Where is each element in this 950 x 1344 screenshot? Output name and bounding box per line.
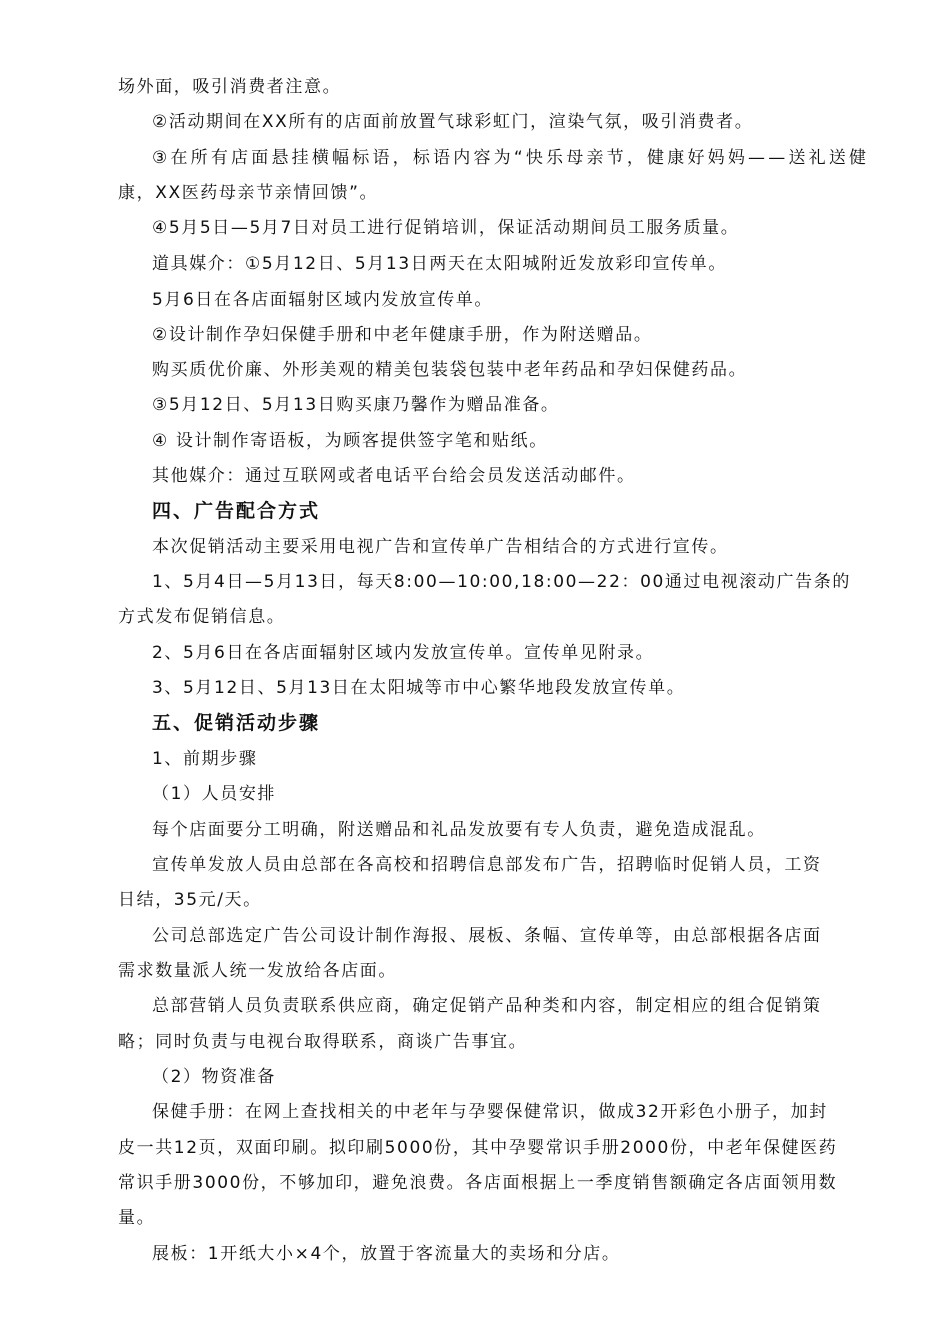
paragraph-line: ③在所有店面悬挂横幅标语，标语内容为“快乐母亲节，健康好妈妈——送礼送健 (152, 148, 870, 168)
paragraph-line: 略；同时负责与电视台取得联系，商谈广告事宜。 (118, 1032, 528, 1052)
paragraph-line: 量。 (118, 1208, 156, 1228)
paragraph-line: 本次促销活动主要采用电视广告和宣传单广告相结合的方式进行宣传。 (152, 537, 729, 557)
paragraph-line: 3、5月12日、5月13日在太阳城等市中心繁华地段发放宣传单。 (152, 678, 686, 698)
paragraph-line: 其他媒介：通过互联网或者电话平台给会员发送活动邮件。 (152, 466, 636, 486)
paragraph-line: 购买质优价廉、外形美观的精美包装袋包装中老年药品和孕妇保健药品。 (152, 360, 748, 380)
paragraph-line: ④ 设计制作寄语板，为顾客提供签字笔和贴纸。 (152, 431, 548, 451)
paragraph-line: ②活动期间在XX所有的店面前放置气球彩虹门，渲染气氛，吸引消费者。 (152, 112, 754, 132)
section-heading: 五、促销活动步骤 (152, 712, 321, 734)
paragraph-line: 展板：1开纸大小×4个，放置于客流量大的卖场和分店。 (152, 1244, 621, 1264)
paragraph-line: 1、5月4日—5月13日，每天8:00—10:00,18:00—22：00通过电视滚动广告条的 (152, 572, 851, 592)
section-heading: 四、广告配合方式 (152, 500, 321, 522)
paragraph-line: 需求数量派人统一发放给各店面。 (118, 961, 397, 981)
paragraph-line: 宣传单发放人员由总部在各高校和招聘信息部发布广告，招聘临时促销人员，工资 (152, 855, 822, 875)
paragraph-line: ②设计制作孕妇保健手册和中老年健康手册，作为附送赠品。 (152, 325, 653, 345)
paragraph-line: （2）物资准备 (152, 1067, 277, 1087)
paragraph-line: 公司总部选定广告公司设计制作海报、展板、条幅、宣传单等，由总部根据各店面 (152, 926, 822, 946)
paragraph-line: 日结，35元/天。 (118, 890, 262, 910)
paragraph-line: 保健手册：在网上查找相关的中老年与孕婴保健常识，做成32开彩色小册子，加封 (152, 1102, 828, 1122)
paragraph-line: 总部营销人员负责联系供应商，确定促销产品种类和内容，制定相应的组合促销策 (152, 996, 822, 1016)
paragraph-line: ④5月5日—5月7日对员工进行促销培训，保证活动期间员工服务质量。 (152, 218, 740, 238)
paragraph-line: （1）人员安排 (152, 784, 277, 804)
paragraph-line: 每个店面要分工明确，附送赠品和礼品发放要有专人负责，避免造成混乱。 (152, 820, 766, 840)
paragraph-line: 道具媒介：①5月12日、5月13日两天在太阳城附近发放彩印宣传单。 (152, 254, 727, 274)
paragraph-line: 皮一共12页，双面印刷。拟印刷5000份，其中孕婴常识手册2000份，中老年保健医药 (118, 1138, 838, 1158)
paragraph-line: 康，XX医药母亲节亲情回馈”。 (118, 183, 379, 203)
paragraph-line: 方式发布促销信息。 (118, 607, 286, 627)
paragraph-line: 常识手册3000份，不够加印，避免浪费。各店面根据上一季度销售额确定各店面领用数 (118, 1173, 838, 1193)
paragraph-line: 5月6日在各店面辐射区域内发放宣传单。 (152, 290, 494, 310)
paragraph-line: 2、5月6日在各店面辐射区域内发放宣传单。宣传单见附录。 (152, 643, 655, 663)
paragraph-line: 1、前期步骤 (152, 749, 258, 769)
paragraph-line: 场外面，吸引消费者注意。 (118, 77, 342, 97)
paragraph-line: ③5月12日、5月13日购买康乃馨作为赠品准备。 (152, 395, 560, 415)
